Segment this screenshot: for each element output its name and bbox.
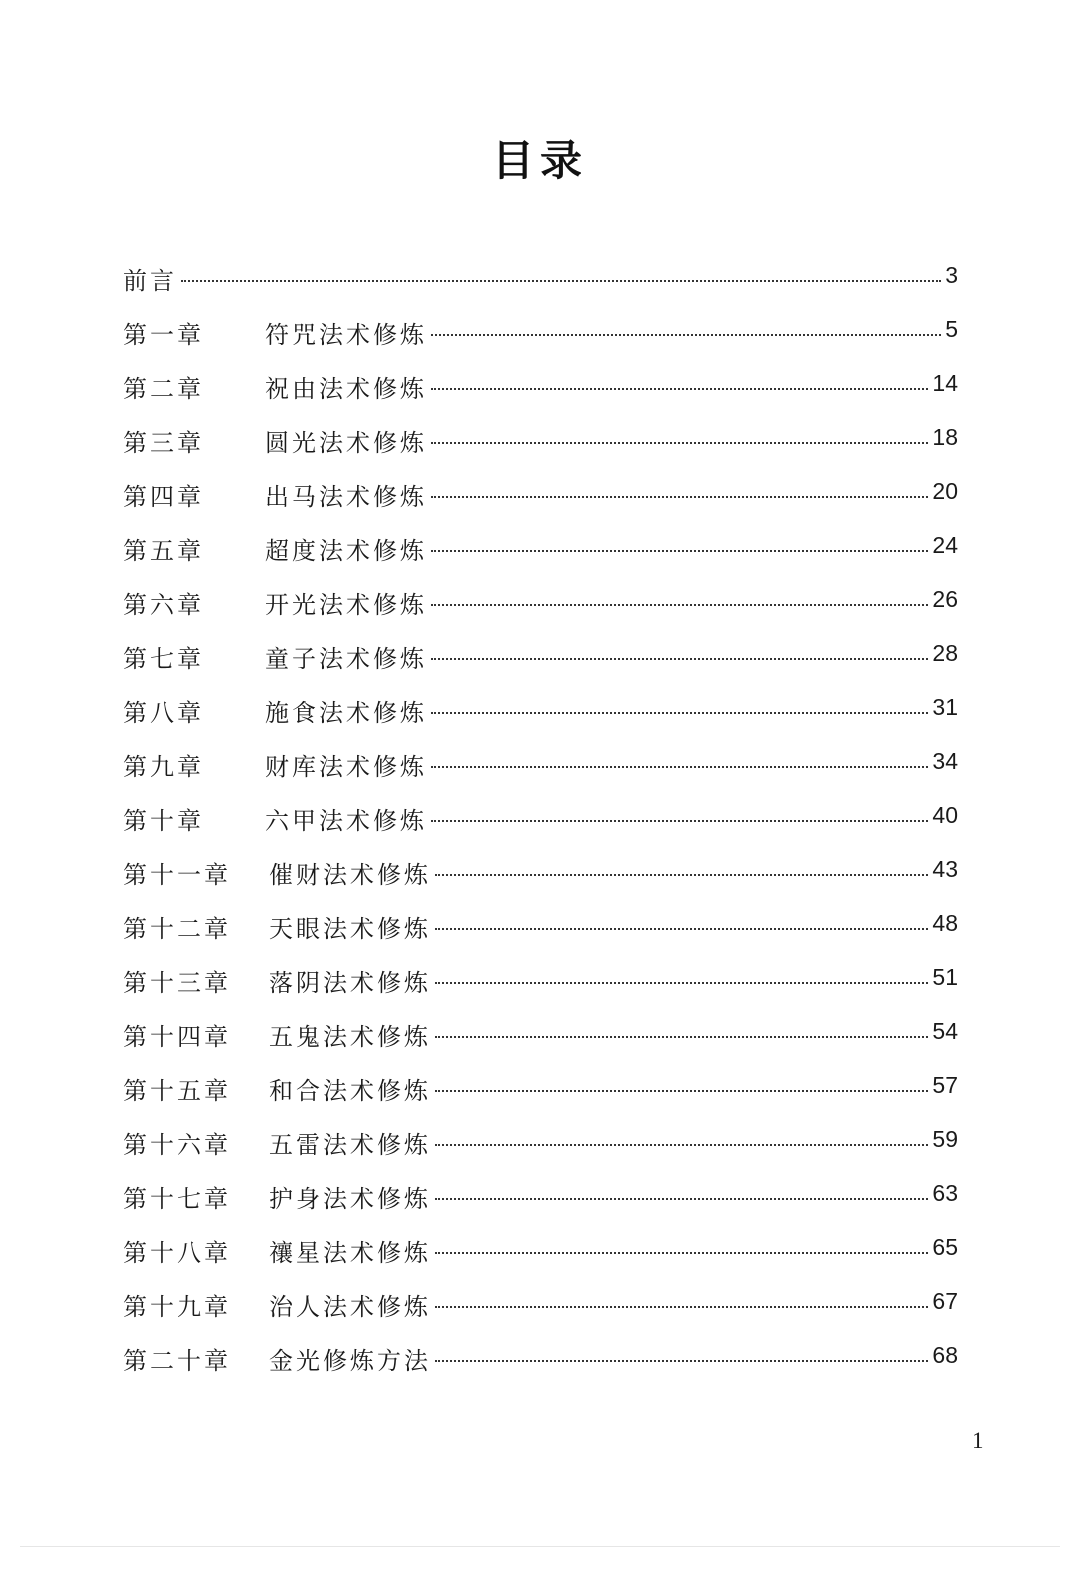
toc-page-number: 67 [932,1288,958,1314]
toc-dot-leader [431,604,928,606]
toc-chapter-label: 第十六章 [123,1131,231,1159]
toc-topic-label: 出马法术修炼 [265,483,427,511]
toc-entry[interactable] [123,416,958,470]
toc-topic-label: 六甲法术修炼 [265,807,427,835]
toc-chapter-label: 第四章 [123,483,204,511]
toc-entry[interactable] [123,1118,958,1172]
toc-dot-leader [431,712,928,714]
toc-page-number: 3 [945,262,958,288]
toc-entry[interactable] [123,848,958,902]
toc-dot-leader [435,1036,928,1038]
toc-entry[interactable] [123,470,958,524]
toc-chapter-label: 前言 [123,267,177,295]
toc-chapter-label: 第十二章 [123,915,231,943]
toc-topic-label: 护身法术修炼 [269,1185,431,1213]
toc-chapter-label: 第三章 [123,429,204,457]
toc-dot-leader [435,1252,928,1254]
toc-topic-label: 治人法术修炼 [269,1293,431,1321]
toc-chapter-label: 第十一章 [123,861,231,889]
toc-dot-leader [181,280,941,282]
toc-chapter-label: 第一章 [123,321,204,349]
toc-topic-label: 五雷法术修炼 [269,1131,431,1159]
toc-topic-label: 和合法术修炼 [269,1077,431,1105]
toc-chapter-label: 第五章 [123,537,204,565]
toc-topic-label: 祝由法术修炼 [265,375,427,403]
toc-page-number: 57 [932,1072,958,1098]
toc-entry[interactable] [123,794,958,848]
toc-entry[interactable] [123,1280,958,1334]
toc-topic-label: 禳星法术修炼 [269,1239,431,1267]
toc-topic-label: 童子法术修炼 [265,645,427,673]
toc-dot-leader [435,1306,928,1308]
toc-page-number: 26 [932,586,958,612]
toc-topic-label: 金光修炼方法 [269,1347,431,1375]
toc-dot-leader [431,496,928,498]
toc-dot-leader [435,1360,928,1362]
toc-topic-label: 落阴法术修炼 [269,969,431,997]
toc-page-number: 48 [932,910,958,936]
toc-dot-leader [431,388,928,390]
toc-dot-leader [431,820,928,822]
toc-chapter-label: 第十九章 [123,1293,231,1321]
toc-dot-leader [435,928,928,930]
toc-chapter-label: 第九章 [123,753,204,781]
toc-dot-leader [431,658,928,660]
toc-entry[interactable] [123,362,958,416]
toc-page-number: 34 [932,748,958,774]
toc-dot-leader [431,334,941,336]
toc-dot-leader [435,1090,928,1092]
toc-page-number: 59 [932,1126,958,1152]
toc-page-number: 18 [932,424,958,450]
toc-page-number: 5 [945,316,958,342]
toc-topic-label: 天眼法术修炼 [269,915,431,943]
toc-page-number: 20 [932,478,958,504]
toc-page-number: 68 [932,1342,958,1368]
toc-chapter-label: 第八章 [123,699,204,727]
toc-chapter-label: 第十章 [123,807,204,835]
toc-chapter-label: 第十三章 [123,969,231,997]
toc-dot-leader [435,1198,928,1200]
page-title: 目录 [491,136,588,185]
toc-page-number: 28 [932,640,958,666]
toc-entry[interactable] [123,1064,958,1118]
toc-page-number: 43 [932,856,958,882]
toc-entry[interactable] [123,632,958,686]
toc-entry[interactable] [123,578,958,632]
toc-chapter-label: 第二章 [123,375,204,403]
toc-entry[interactable] [123,956,958,1010]
toc-chapter-label: 第十七章 [123,1185,231,1213]
toc-entry[interactable] [123,740,958,794]
toc-topic-label: 符咒法术修炼 [265,321,427,349]
toc-chapter-label: 第十五章 [123,1077,231,1105]
toc-chapter-label: 第二十章 [123,1347,231,1375]
toc-chapter-label: 第七章 [123,645,204,673]
toc-entry[interactable] [123,254,958,308]
toc-entry[interactable] [123,1172,958,1226]
toc-dot-leader [431,766,928,768]
toc-chapter-label: 第六章 [123,591,204,619]
toc-page-number: 14 [932,370,958,396]
toc-chapter-label: 第十八章 [123,1239,231,1267]
toc-topic-label: 催财法术修炼 [269,861,431,889]
toc-topic-label: 开光法术修炼 [265,591,427,619]
toc-chapter-label: 第十四章 [123,1023,231,1051]
toc-topic-label: 圆光法术修炼 [265,429,427,457]
toc-page-number: 63 [932,1180,958,1206]
toc-page-number: 31 [932,694,958,720]
toc-page-number: 51 [932,964,958,990]
table-of-contents [123,254,958,1388]
toc-entry[interactable] [123,1226,958,1280]
toc-dot-leader [435,1144,928,1146]
toc-dot-leader [431,550,928,552]
toc-page-number: 54 [932,1018,958,1044]
toc-entry[interactable] [123,1010,958,1064]
toc-dot-leader [435,874,928,876]
toc-dot-leader [431,442,928,444]
toc-entry[interactable] [123,902,958,956]
toc-dot-leader [435,982,928,984]
toc-entry[interactable] [123,308,958,362]
toc-page-number: 65 [932,1234,958,1260]
bottom-divider [20,1546,1060,1547]
toc-entry[interactable] [123,1334,958,1388]
page-number: 1 [972,1428,984,1453]
toc-page-number: 24 [932,532,958,558]
toc-topic-label: 超度法术修炼 [265,537,427,565]
toc-topic-label: 施食法术修炼 [265,699,427,727]
toc-entry[interactable] [123,686,958,740]
toc-entry[interactable] [123,524,958,578]
toc-topic-label: 五鬼法术修炼 [269,1023,431,1051]
toc-page-number: 40 [932,802,958,828]
toc-topic-label: 财库法术修炼 [265,753,427,781]
